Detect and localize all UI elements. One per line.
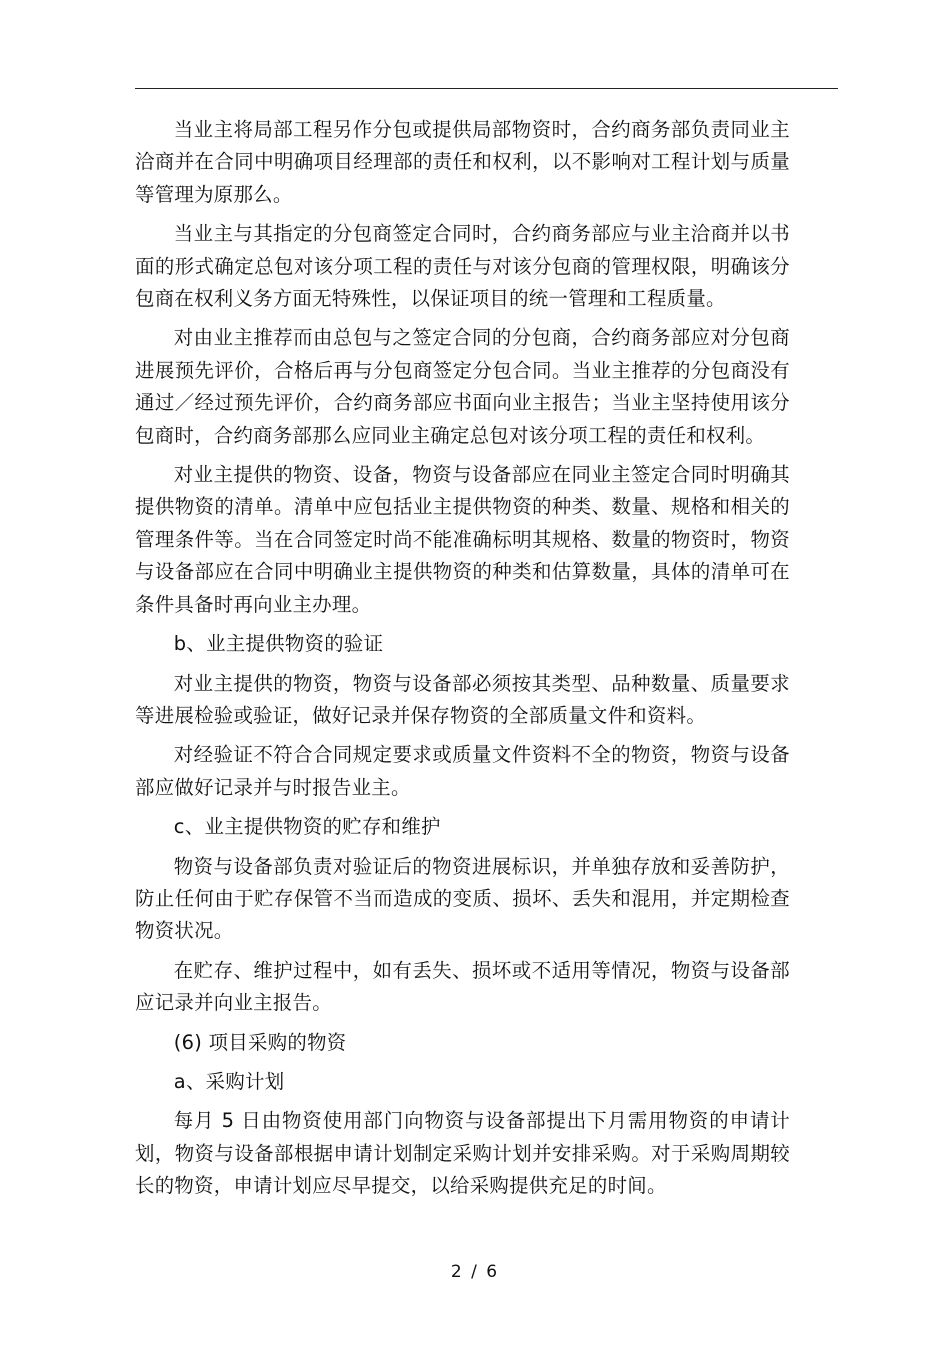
heading-material-verification: b、业主提供物资的验证 xyxy=(173,632,384,656)
paragraph-owner-supplied-materials: 对业主提供的物资、设备，物资与设备部应在同业主签定合同时明确其提供物资的清单。清单中应包括业主提供物资的种类、数量、规格和相关的管理条件等。当在合同签定时尚不能准确标明其规格、数量的物资时，物资与设备部应在合同中明确业主提供物资的种类和估算数量，具体的清单可在条件具备时再向业主办理。 xyxy=(135,463,790,616)
heading-procurement-plan: a、采购计划 xyxy=(173,1069,285,1093)
paragraph-designated-subcontractor: 当业主与其指定的分包商签定合同时，合约商务部应与业主洽商并以书面的形式确定总包对该分项工程的责任与对该分包商的管理权限，明确该分包商在权利义务方面无特殊性，以保证项目的统一管理和工程质量。 xyxy=(135,222,790,311)
paragraph-owner-subcontract: 当业主将局部工程另作分包或提供局部物资时，合约商务部负责同业主洽商并在合同中明确项目经理部的责任和权利，以不影响对工程计划与质量等管理为原那么。 xyxy=(135,118,790,206)
paragraph-nonconforming-materials: 对经验证不符合合同规定要求或质量文件资料不全的物资，物资与设备部应做好记录并与时报告业主。 xyxy=(135,743,790,799)
paragraph-verification-inspection: 对业主提供的物资，物资与设备部必须按其类型、品种数量、质量要求等进展检验或验证，做好记录并保存物资的全部质量文件和资料。 xyxy=(135,671,790,727)
paragraph-storage-identification: 物资与设备部负责对验证后的物资进展标识，并单独存放和妥善防护，防止任何由于贮存保管不当而造成的变质、损坏、丢失和混用，并定期检查物资状况。 xyxy=(135,854,790,943)
page-number: 2 / 6 xyxy=(450,1262,500,1282)
heading-storage-maintenance: c、业主提供物资的贮存和维护 xyxy=(173,815,441,839)
paragraph-recommended-subcontractor: 对由业主推荐而由总包与之签定合同的分包商，合约商务部应对分包商进展预先评价，合格后再与分包商签定分包合同。当业主推荐的分包商没有通过／经过预先评价，合约商务部应书面向业主报告；当业主坚持使用该分包商时，合约商务部那么应同业主确定总包对该分项工程的责任和权利。 xyxy=(135,326,790,447)
heading-project-procurement: (6) 项目采购的物资 xyxy=(173,1030,347,1054)
header-rule xyxy=(135,88,838,89)
paragraph-procurement-plan: 每月 5 日由物资使用部门向物资与设备部提出下月需用物资的申请计划，物资与设备部根据申请计划制定采购计划并安排采购。对于采购周期较长的物资，申请计划应尽早提交，以给采购提供充足的时间。 xyxy=(135,1109,790,1198)
document-body xyxy=(135,114,790,1210)
paragraph-storage-loss-report: 在贮存、维护过程中，如有丢失、损坏或不适用等情况，物资与设备部应记录并向业主报告。 xyxy=(135,958,790,1015)
